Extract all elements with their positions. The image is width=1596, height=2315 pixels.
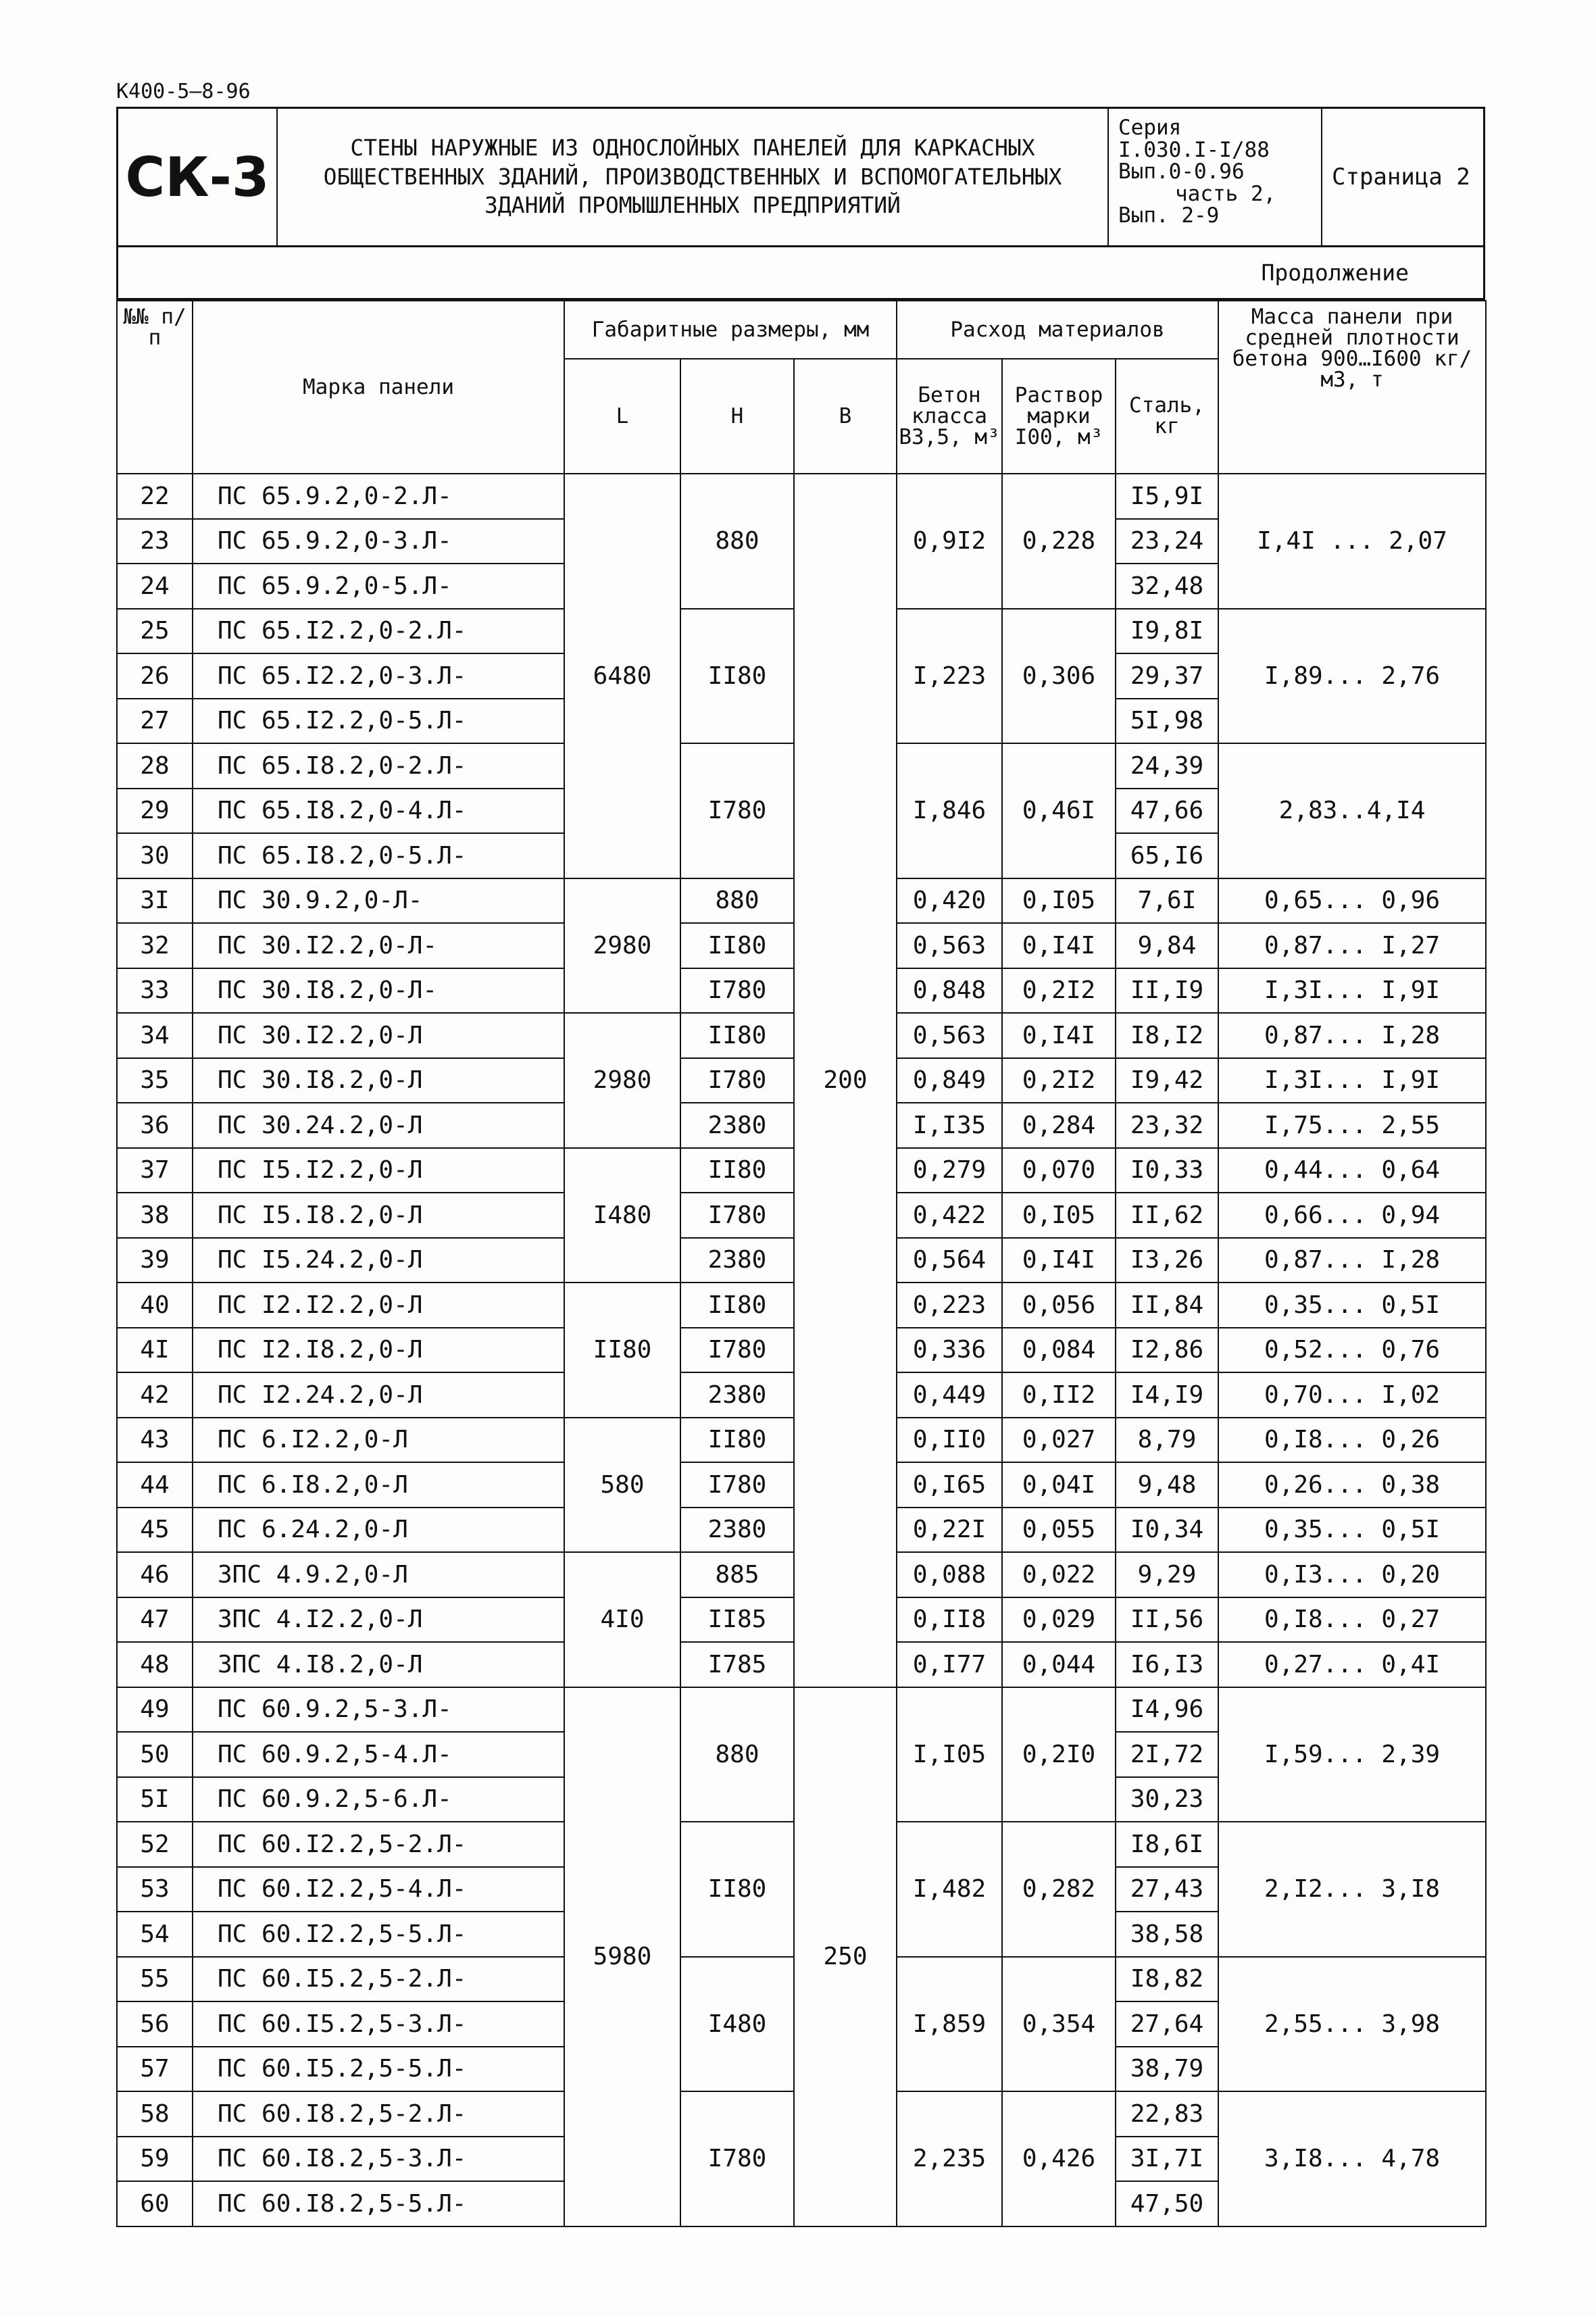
panel-mark: ПС 60.I8.2,5-3.Л-	[193, 2137, 564, 2182]
cell-steel: 3I,7I	[1116, 2137, 1218, 2182]
panel-mark: ПС I2.I2.2,0-Л	[193, 1283, 564, 1328]
cell-thickness: 200	[794, 474, 897, 1687]
cell-steel: 38,58	[1116, 1912, 1218, 1957]
panel-mark: ПС 65.9.2,0-3.Л-	[193, 519, 564, 564]
cell-steel: 23,32	[1116, 1103, 1218, 1148]
row-number: 60	[117, 2181, 193, 2226]
cell-height: II80	[680, 1013, 794, 1058]
cell-steel: II,84	[1116, 1283, 1218, 1328]
cell-mortar: 0,46I	[1002, 743, 1116, 878]
cell-mass: 3,I8... 4,78	[1218, 2091, 1486, 2226]
cell-concrete: I,859	[897, 1957, 1002, 2092]
cell-mass: 0,52... 0,76	[1218, 1328, 1486, 1373]
cell-height: I780	[680, 968, 794, 1014]
col-concrete: Бетон класса В3,5, м³	[897, 359, 1002, 474]
panel-mark: ПС 65.I2.2,0-5.Л-	[193, 699, 564, 744]
panel-mark: ПС I5.I2.2,0-Л	[193, 1148, 564, 1193]
cell-concrete: 0,564	[897, 1238, 1002, 1283]
cell-concrete: 0,II8	[897, 1597, 1002, 1643]
cell-height: I480	[680, 1957, 794, 2092]
cell-length: II80	[564, 1283, 680, 1418]
continuation-label: Продолжение	[116, 247, 1485, 300]
cell-concrete: 0,II0	[897, 1418, 1002, 1463]
panel-mark: ПС 30.I8.2,0-Л	[193, 1058, 564, 1103]
cell-concrete: 0,088	[897, 1552, 1002, 1597]
cell-mass: I,3I... I,9I	[1218, 1058, 1486, 1103]
cell-mass: I,4I ... 2,07	[1218, 474, 1486, 609]
cell-height: I780	[680, 1462, 794, 1508]
row-number: 23	[117, 519, 193, 564]
row-number: 48	[117, 1642, 193, 1687]
cell-concrete: I,482	[897, 1822, 1002, 1957]
cell-concrete: 0,449	[897, 1372, 1002, 1418]
row-number: 32	[117, 923, 193, 968]
cell-mortar: 0,04I	[1002, 1462, 1116, 1508]
cell-length: 4I0	[564, 1552, 680, 1687]
cell-height: II80	[680, 1418, 794, 1463]
cell-mortar: 0,284	[1002, 1103, 1116, 1148]
cell-concrete: 0,279	[897, 1148, 1002, 1193]
cell-mortar: 0,I4I	[1002, 1238, 1116, 1283]
cell-mass: I,3I... I,9I	[1218, 968, 1486, 1014]
cell-concrete: 0,22I	[897, 1508, 1002, 1553]
cell-height: I780	[680, 1058, 794, 1103]
row-number: 46	[117, 1552, 193, 1597]
title-line-3: ЗДАНИЙ ПРОМЫШЛЕННЫХ ПРЕДПРИЯТИЙ	[484, 192, 901, 219]
row-number: 37	[117, 1148, 193, 1193]
cell-height: 885	[680, 1552, 794, 1597]
cell-length: I480	[564, 1148, 680, 1283]
cell-mortar: 0,027	[1002, 1418, 1116, 1463]
cell-steel: I0,34	[1116, 1508, 1218, 1553]
cell-height: I785	[680, 1642, 794, 1687]
row-number: 50	[117, 1732, 193, 1777]
cell-steel: 9,29	[1116, 1552, 1218, 1597]
cell-length: 2980	[564, 878, 680, 1014]
row-number: 59	[117, 2137, 193, 2182]
cell-steel: I8,6I	[1116, 1822, 1218, 1867]
cell-mortar: 0,426	[1002, 2091, 1116, 2226]
cell-steel: 9,48	[1116, 1462, 1218, 1508]
cell-mass: I,59... 2,39	[1218, 1687, 1486, 1822]
cell-mass: 0,66... 0,94	[1218, 1193, 1486, 1238]
cell-height: II85	[680, 1597, 794, 1643]
cell-steel: 5I,98	[1116, 699, 1218, 744]
cell-mortar: 0,354	[1002, 1957, 1116, 2092]
sheet-code: СК-3	[118, 109, 278, 245]
cell-concrete: 0,563	[897, 1013, 1002, 1058]
cell-mortar: 0,070	[1002, 1148, 1116, 1193]
col-num: №№ п/п	[117, 301, 193, 474]
panel-mark: ЗПС 4.I2.2,0-Л	[193, 1597, 564, 1643]
panel-mark: ПС 60.I2.2,5-5.Л-	[193, 1912, 564, 1957]
row-number: 42	[117, 1372, 193, 1418]
cell-steel: I9,8I	[1116, 609, 1218, 654]
col-mass: Масса панели при средней плотности бетона 900…I600 кг/м3, т	[1218, 301, 1486, 474]
row-number: 56	[117, 2001, 193, 2047]
title-block	[116, 107, 1485, 247]
cell-mortar: 0,I4I	[1002, 923, 1116, 968]
cell-mass: 0,27... 0,4I	[1218, 1642, 1486, 1687]
cell-height: II80	[680, 1822, 794, 1957]
row-number: 53	[117, 1867, 193, 1912]
cell-concrete: 0,422	[897, 1193, 1002, 1238]
cell-height: 880	[680, 474, 794, 609]
panel-mark: ПС 60.9.2,5-4.Л-	[193, 1732, 564, 1777]
panel-mark: ПС 30.I2.2,0-Л	[193, 1013, 564, 1058]
row-number: 49	[117, 1687, 193, 1733]
cell-mortar: 0,I4I	[1002, 1013, 1116, 1058]
row-number: 45	[117, 1508, 193, 1553]
panel-mark: ПС 60.I2.2,5-2.Л-	[193, 1822, 564, 1867]
row-number: 44	[117, 1462, 193, 1508]
row-number: 22	[117, 474, 193, 519]
cell-steel: 22,83	[1116, 2091, 1218, 2137]
cell-concrete: 0,I65	[897, 1462, 1002, 1508]
cell-height: II80	[680, 1283, 794, 1328]
cell-steel: 9,84	[1116, 923, 1218, 968]
row-number: 33	[117, 968, 193, 1014]
panel-mark: ПС 30.I8.2,0-Л-	[193, 968, 564, 1014]
row-number: 28	[117, 743, 193, 789]
panel-mark: ПС I2.I8.2,0-Л	[193, 1328, 564, 1373]
row-number: 29	[117, 789, 193, 834]
cell-steel: 7,6I	[1116, 878, 1218, 924]
cell-mortar: 0,282	[1002, 1822, 1116, 1957]
cell-concrete: 0,336	[897, 1328, 1002, 1373]
row-number: 4I	[117, 1328, 193, 1373]
panel-mark: ПС I5.24.2,0-Л	[193, 1238, 564, 1283]
row-number: 52	[117, 1822, 193, 1867]
row-number: 27	[117, 699, 193, 744]
page-label: Страница 2	[1332, 164, 1470, 191]
cell-mass: 0,87... I,28	[1218, 1238, 1486, 1283]
cell-steel: I3,26	[1116, 1238, 1218, 1283]
col-materials: Расход материалов	[897, 301, 1218, 359]
cell-mass: 0,I3... 0,20	[1218, 1552, 1486, 1597]
panel-mark: ПС 65.I2.2,0-2.Л-	[193, 609, 564, 654]
cell-length: 5980	[564, 1687, 680, 2226]
cell-steel: 32,48	[1116, 564, 1218, 609]
cell-concrete: 0,223	[897, 1283, 1002, 1328]
cell-height: II80	[680, 923, 794, 968]
panel-mark: ПС 65.9.2,0-5.Л-	[193, 564, 564, 609]
cell-height: 2380	[680, 1372, 794, 1418]
cell-mortar: 0,2I2	[1002, 968, 1116, 1014]
sheet-title	[278, 109, 1109, 245]
panel-mark: ПС 60.I8.2,5-5.Л-	[193, 2181, 564, 2226]
cell-steel: I6,I3	[1116, 1642, 1218, 1687]
cell-height: II80	[680, 1148, 794, 1193]
panel-mark: ПС 60.I8.2,5-2.Л-	[193, 2091, 564, 2137]
cell-mortar: 0,2I2	[1002, 1058, 1116, 1103]
series-info	[1109, 109, 1322, 245]
cell-mass: 0,I8... 0,27	[1218, 1597, 1486, 1643]
row-number: 30	[117, 833, 193, 878]
cell-concrete: 0,I77	[897, 1642, 1002, 1687]
row-number: 54	[117, 1912, 193, 1957]
cell-mass: 0,87... I,27	[1218, 923, 1486, 968]
panel-mark: ПС 6.24.2,0-Л	[193, 1508, 564, 1553]
cell-concrete: I,223	[897, 609, 1002, 744]
cell-mortar: 0,II2	[1002, 1372, 1116, 1418]
panel-mark: ПС 65.I8.2,0-4.Л-	[193, 789, 564, 834]
cell-mortar: 0,022	[1002, 1552, 1116, 1597]
panel-mark: ПС 60.9.2,5-3.Л-	[193, 1687, 564, 1733]
cell-mass: 0,87... I,28	[1218, 1013, 1486, 1058]
cell-height: 2380	[680, 1508, 794, 1553]
cell-height: 2380	[680, 1238, 794, 1283]
cell-mortar: 0,029	[1002, 1597, 1116, 1643]
series-issue: Вып.0-0.96	[1118, 159, 1245, 184]
cell-mass: 0,I8... 0,26	[1218, 1418, 1486, 1463]
title-line-1: СТЕНЫ НАРУЖНЫЕ ИЗ ОДНОСЛОЙНЫХ ПАНЕЛЕЙ ДЛЯ КАРКАСНЫХ	[350, 134, 1035, 161]
row-number: 34	[117, 1013, 193, 1058]
cell-steel: 38,79	[1116, 2047, 1218, 2092]
series-part: часть 2,	[1175, 181, 1276, 206]
cell-mass: 0,35... 0,5I	[1218, 1283, 1486, 1328]
cell-mortar: 0,056	[1002, 1283, 1116, 1328]
table-row	[117, 1687, 1486, 1733]
cell-height: II80	[680, 609, 794, 744]
cell-steel: 2I,72	[1116, 1732, 1218, 1777]
cell-steel: 27,43	[1116, 1867, 1218, 1912]
panel-mark: ПС 60.I5.2,5-3.Л-	[193, 2001, 564, 2047]
cell-concrete: I,846	[897, 743, 1002, 878]
cell-concrete: I,I35	[897, 1103, 1002, 1148]
cell-height: 2380	[680, 1103, 794, 1148]
panel-mark: ПС 65.I8.2,0-2.Л-	[193, 743, 564, 789]
panel-mark: ПС 65.I2.2,0-3.Л-	[193, 653, 564, 699]
cell-steel: II,56	[1116, 1597, 1218, 1643]
cell-concrete: I,I05	[897, 1687, 1002, 1822]
cell-concrete: 0,848	[897, 968, 1002, 1014]
row-number: 40	[117, 1283, 193, 1328]
row-number: 43	[117, 1418, 193, 1463]
cell-mortar: 0,228	[1002, 474, 1116, 609]
col-B: В	[794, 359, 897, 474]
panel-mark: ПС I5.I8.2,0-Л	[193, 1193, 564, 1238]
cell-mass: 0,35... 0,5I	[1218, 1508, 1486, 1553]
cell-steel: 8,79	[1116, 1418, 1218, 1463]
panel-mark: ПС 60.I5.2,5-2.Л-	[193, 1957, 564, 2002]
cell-mass: 0,70... I,02	[1218, 1372, 1486, 1418]
table-row	[117, 474, 1486, 519]
row-number: 26	[117, 653, 193, 699]
cell-mass: 2,83..4,I4	[1218, 743, 1486, 878]
document-reference: К400-5—8-96	[116, 80, 251, 103]
panel-mark: ПС 6.I8.2,0-Л	[193, 1462, 564, 1508]
cell-thickness: 250	[794, 1687, 897, 2226]
cell-steel: I8,82	[1116, 1957, 1218, 2002]
panel-mark: ПС 30.24.2,0-Л	[193, 1103, 564, 1148]
row-number: 3I	[117, 878, 193, 924]
cell-length: 6480	[564, 474, 680, 878]
cell-concrete: 0,420	[897, 878, 1002, 924]
cell-steel: 24,39	[1116, 743, 1218, 789]
row-number: 47	[117, 1597, 193, 1643]
cell-length: 2980	[564, 1013, 680, 1148]
col-mortar: Раствор марки I00, м³	[1002, 359, 1116, 474]
cell-mortar: 0,055	[1002, 1508, 1116, 1553]
series-number: I.030.I-I/88	[1118, 137, 1270, 162]
row-number: 58	[117, 2091, 193, 2137]
panel-mark: ЗПС 4.9.2,0-Л	[193, 1552, 564, 1597]
row-number: 36	[117, 1103, 193, 1148]
row-number: 25	[117, 609, 193, 654]
series-issue-2: Вып. 2-9	[1118, 203, 1220, 228]
panel-mark: ПС 30.I2.2,0-Л-	[193, 923, 564, 968]
row-number: 38	[117, 1193, 193, 1238]
cell-mass: 0,65... 0,96	[1218, 878, 1486, 924]
cell-steel: 23,24	[1116, 519, 1218, 564]
cell-steel: I8,I2	[1116, 1013, 1218, 1058]
row-number: 24	[117, 564, 193, 609]
cell-mortar: 0,I05	[1002, 1193, 1116, 1238]
cell-steel: 29,37	[1116, 653, 1218, 699]
row-number: 39	[117, 1238, 193, 1283]
col-mark: Марка панели	[193, 301, 564, 474]
cell-steel: II,I9	[1116, 968, 1218, 1014]
col-H: Н	[680, 359, 794, 474]
cell-steel: 65,I6	[1116, 833, 1218, 878]
cell-concrete: 0,563	[897, 923, 1002, 968]
cell-mass: I,75... 2,55	[1218, 1103, 1486, 1148]
cell-mortar: 0,044	[1002, 1642, 1116, 1687]
cell-steel: I2,86	[1116, 1328, 1218, 1373]
col-steel: Сталь, кг	[1116, 359, 1218, 474]
title-line-2: ОБЩЕСТВЕННЫХ ЗДАНИЙ, ПРОИЗВОДСТВЕННЫХ И ВСПОМОГАТЕЛЬНЫХ	[323, 163, 1062, 190]
cell-steel: I0,33	[1116, 1148, 1218, 1193]
row-number: 55	[117, 1957, 193, 2002]
cell-concrete: 0,849	[897, 1058, 1002, 1103]
row-number: 5I	[117, 1777, 193, 1822]
cell-mass: 0,26... 0,38	[1218, 1462, 1486, 1508]
panel-mark: ПС 60.I2.2,5-4.Л-	[193, 1867, 564, 1912]
series-label: Серия	[1118, 116, 1182, 140]
cell-steel: I9,42	[1116, 1058, 1218, 1103]
panel-mark: ПС 60.I5.2,5-5.Л-	[193, 2047, 564, 2092]
cell-concrete: 0,9I2	[897, 474, 1002, 609]
cell-concrete: 2,235	[897, 2091, 1002, 2226]
row-number: 57	[117, 2047, 193, 2092]
cell-steel: 47,50	[1116, 2181, 1218, 2226]
col-dims: Габаритные размеры, мм	[564, 301, 897, 359]
panel-mark: ПС 65.9.2,0-2.Л-	[193, 474, 564, 519]
cell-mortar: 0,084	[1002, 1328, 1116, 1373]
cell-steel: 27,64	[1116, 2001, 1218, 2047]
row-number: 35	[117, 1058, 193, 1103]
cell-steel: I5,9I	[1116, 474, 1218, 519]
panel-mark: ПС 6.I2.2,0-Л	[193, 1418, 564, 1463]
panel-mark: ПС 60.9.2,5-6.Л-	[193, 1777, 564, 1822]
panel-mark: ПС I2.24.2,0-Л	[193, 1372, 564, 1418]
cell-height: I780	[680, 2091, 794, 2226]
panels-table	[116, 300, 1487, 2227]
cell-length: 580	[564, 1418, 680, 1553]
cell-steel: 30,23	[1116, 1777, 1218, 1822]
cell-steel: I4,96	[1116, 1687, 1218, 1733]
cell-mass: I,89... 2,76	[1218, 609, 1486, 744]
panel-mark: ПС 30.9.2,0-Л-	[193, 878, 564, 924]
cell-height: I780	[680, 1193, 794, 1238]
cell-mortar: 0,306	[1002, 609, 1116, 744]
panel-mark: ЗПС 4.I8.2,0-Л	[193, 1642, 564, 1687]
cell-height: I780	[680, 1328, 794, 1373]
cell-height: 880	[680, 1687, 794, 1822]
cell-height: 880	[680, 878, 794, 924]
cell-height: I780	[680, 743, 794, 878]
cell-mortar: 0,2I0	[1002, 1687, 1116, 1822]
cell-mass: 2,I2... 3,I8	[1218, 1822, 1486, 1957]
cell-mortar: 0,I05	[1002, 878, 1116, 924]
col-L: L	[564, 359, 680, 474]
panel-mark: ПС 65.I8.2,0-5.Л-	[193, 833, 564, 878]
cell-steel: I4,I9	[1116, 1372, 1218, 1418]
cell-steel: II,62	[1116, 1193, 1218, 1238]
cell-mass: 0,44... 0,64	[1218, 1148, 1486, 1193]
cell-mass: 2,55... 3,98	[1218, 1957, 1486, 2092]
cell-steel: 47,66	[1116, 789, 1218, 834]
